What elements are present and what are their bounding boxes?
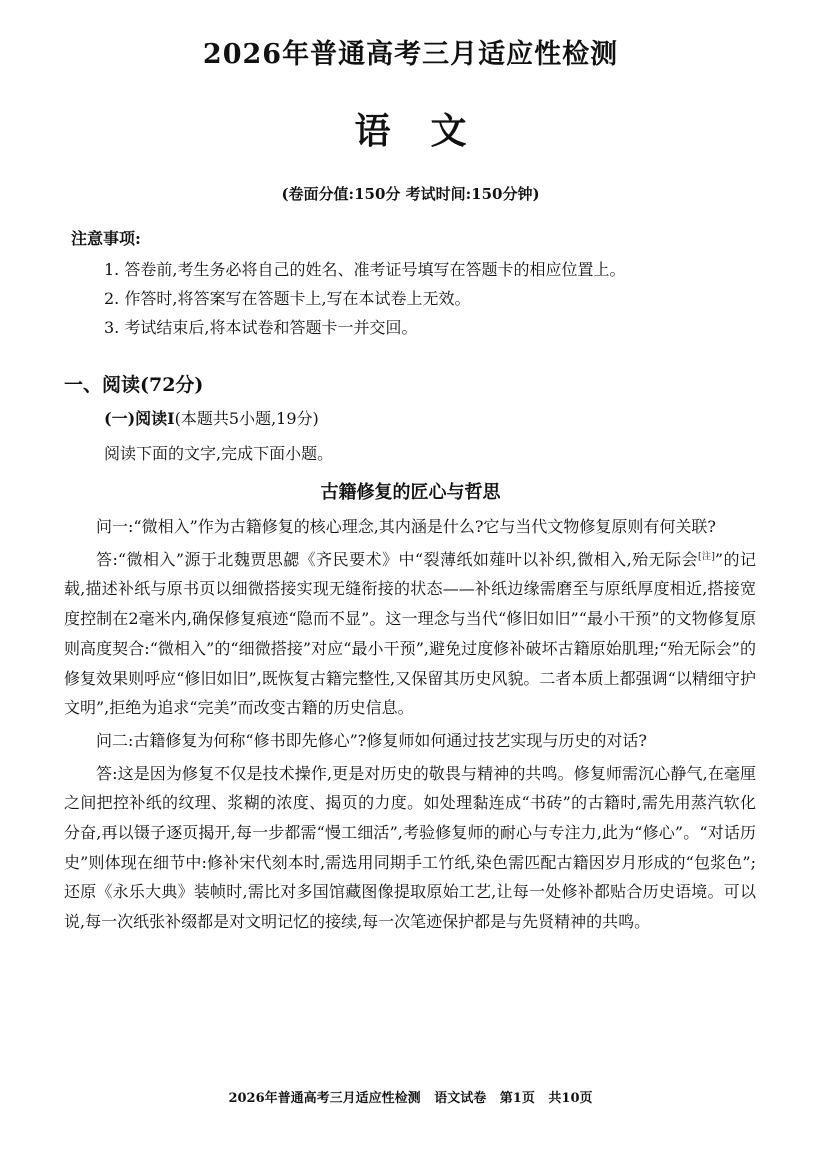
question-1: 问一:“微相入”作为古籍修复的核心理念,其内涵是什么?它与当代文物修复原则有何关联? bbox=[96, 517, 716, 536]
page-footer: 2026年普通高考三月适应性检测 语文试卷 第1页 共10页 bbox=[228, 1091, 593, 1106]
footnote-marker: [注] bbox=[697, 551, 715, 562]
article-title: 古籍修复的匠心与哲思 bbox=[320, 482, 501, 503]
question-2: 问二:古籍修复为何称“修书即先修心”?修复师如何通过技艺实现与历史的对话? bbox=[96, 730, 647, 750]
notice-item: 2. 作答时,将答案写在答题卡上,写在本试卷上无效。 bbox=[104, 289, 471, 308]
article-body bbox=[64, 509, 756, 937]
subject-title: 语文 bbox=[354, 110, 507, 152]
reading-instruction: 阅读下面的文字,完成下面小题。 bbox=[104, 444, 334, 463]
subsection-label: (一)阅读Ⅰ bbox=[104, 409, 175, 428]
answer-1 bbox=[64, 545, 756, 723]
answer-2: 答:这是因为修复不仅是技术操作,更是对历史的敬畏与精神的共鸣。修复师需沉心静气,在毫厘之间把控补纸的纹理、浆糊的浓度、揭页的力度。如处理黏连成“书砖”的古籍时,需先用蒸汽软化分奋,再以镊子逐页揭开,每一步都需“慢工细活”,考验修复师的耐心与专注力,此为“修心”。“对话历史”则体现在细节中:修补宋代刻本时,需选用同期手工竹纸,染色需匹配古籍因岁月形成的“包浆色”;还原《永乐大典》装帧时,需比对多国馆藏图像提取原始工艺,让每一处修补都贴合历史语境。可以说,每一次纸张补缀都是对文明记忆的接续,每一次笔迹保护都是与先贤精神的共鸣。 bbox=[64, 763, 756, 932]
section-heading: 一、阅读(72分) bbox=[64, 374, 204, 396]
subsection-detail: (本题共5小题,19分) bbox=[174, 409, 319, 428]
subsection-heading bbox=[104, 406, 319, 429]
answer-1-text-a: 答:“微相入”源于北魏贾思勰《齐民要术》中“裂薄纸如薤叶以补织,微相入,殆无际会 bbox=[96, 549, 698, 569]
notice-item: 1. 答卷前,考生务必将自己的姓名、准考证号填写在答题卡的相应位置上。 bbox=[104, 260, 626, 279]
answer-1-text-b: ”的记载,描述补纸与原书页以细微搭接实现无缝衔接的状态——补纸边缘需磨至与原纸厚度相近,搭接宽度控制在2毫米内,确保修复痕迹“隐而不显”。这一理念与当代“修旧如旧”“最小干预”的文物修复原则高度契合:“微相入”的“细微搭接”对应“最小干预”,避免过度修补破坏古籍原始肌理;“殆无际会”的修复效果则呼应“修旧如旧”,既恢复古籍完整性,又保留其历史风貌。二者本质上都强调“以精细守护文明”,拒绝为追求“完美”而改变古籍的历史信息。 bbox=[64, 549, 756, 718]
notice-heading: 注意事项: bbox=[71, 229, 141, 248]
notice-list bbox=[104, 255, 625, 342]
score-time-info: (卷面分值:150分 考试时间:150分钟) bbox=[281, 185, 540, 203]
exam-title: 2026年普通高考三月适应性检测 bbox=[202, 39, 619, 70]
notice-item: 3. 考试结束后,将本试卷和答题卡一并交回。 bbox=[104, 318, 418, 337]
